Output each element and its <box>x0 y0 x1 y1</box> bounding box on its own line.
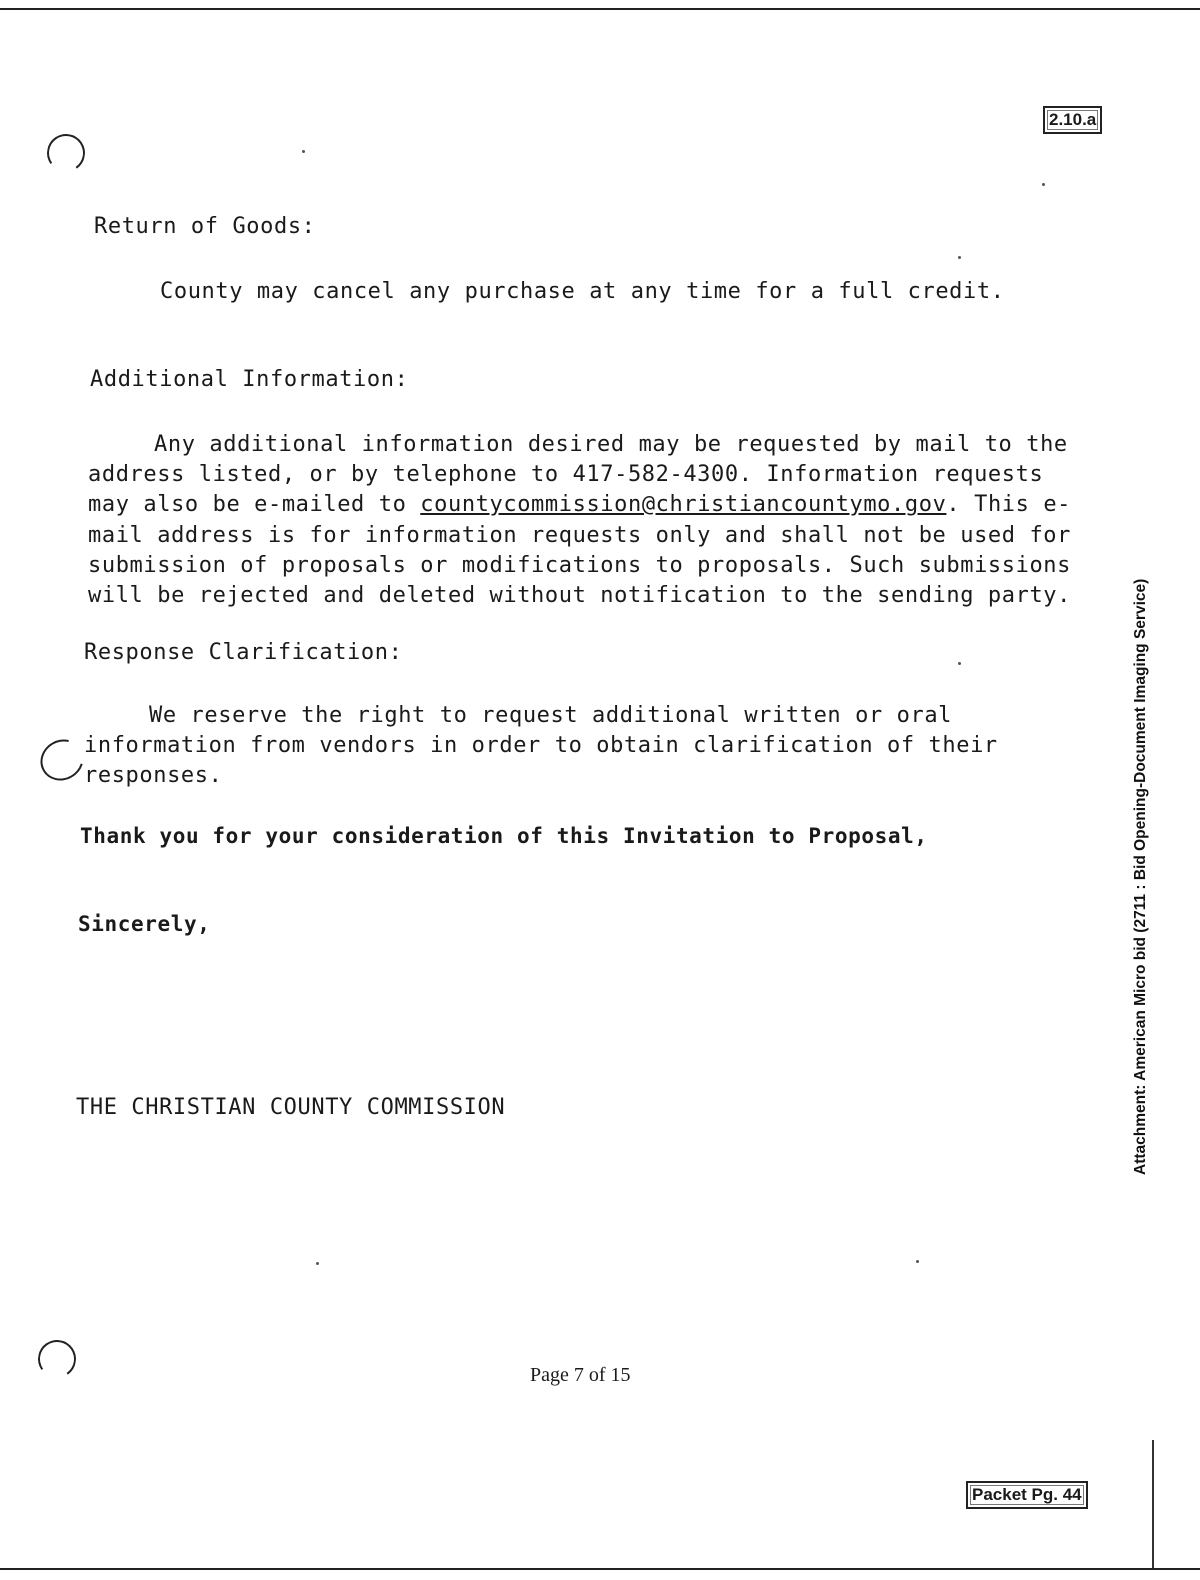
additional-info-line: submission of proposals or modifications to proposals. Such submissions <box>88 553 1072 578</box>
additional-info-line: mail address is for information requests only and shall not be used for <box>88 523 1072 548</box>
thank-you-line: Thank you for your consideration of this Invitation to Proposal, <box>80 824 928 848</box>
page-number: Page 7 of 15 <box>530 1364 631 1386</box>
attachment-side-label: Attachment: American Micro bid (2711 : Bid Opening-Document Imaging Service) <box>1132 578 1149 1175</box>
packet-page-stamp: Packet Pg. 44 <box>966 1481 1088 1509</box>
clarification-line: responses. <box>84 763 223 788</box>
bottom-border-line <box>0 1568 1200 1570</box>
agenda-item-stamp: 2.10.a <box>1043 106 1102 134</box>
scan-speck <box>1042 183 1045 186</box>
scan-speck <box>302 150 305 153</box>
scan-speck <box>958 256 961 259</box>
clarification-line: information from vendors in order to obtain clarification of their <box>84 733 998 758</box>
punch-hole-bottom-icon <box>35 1337 79 1381</box>
scan-speck <box>316 1262 319 1265</box>
response-clarification-heading: Response Clarification: <box>84 640 403 665</box>
signature-block: THE CHRISTIAN COUNTY COMMISSION <box>76 1095 506 1120</box>
scan-speck <box>916 1260 919 1263</box>
additional-info-line: address listed, or by telephone to 417-582-4300. Information requests <box>88 462 1044 487</box>
additional-info-line: will be rejected and deleted without notification to the sending party. <box>88 583 1072 608</box>
punch-hole-middle-icon <box>33 732 91 789</box>
scan-speck <box>958 662 961 665</box>
punch-hole-top-icon <box>44 131 88 175</box>
right-margin-line <box>1152 1440 1154 1568</box>
clarification-line: We reserve the right to request additional written or oral <box>149 703 953 728</box>
additional-info-line: Any additional information desired may be requested by mail to the <box>154 432 1068 457</box>
closing-salutation: Sincerely, <box>78 912 211 936</box>
additional-information-heading: Additional Information: <box>90 367 409 392</box>
return-of-goods-text: County may cancel any purchase at any time for a full credit. <box>160 279 1005 304</box>
return-of-goods-heading: Return of Goods: <box>94 214 316 239</box>
additional-info-line: may also be e-mailed to countycommission@christiancountymo.gov. This e- <box>88 492 1072 517</box>
top-border-line <box>0 8 1200 10</box>
email-link[interactable]: countycommission@christiancountymo.gov <box>420 492 947 517</box>
